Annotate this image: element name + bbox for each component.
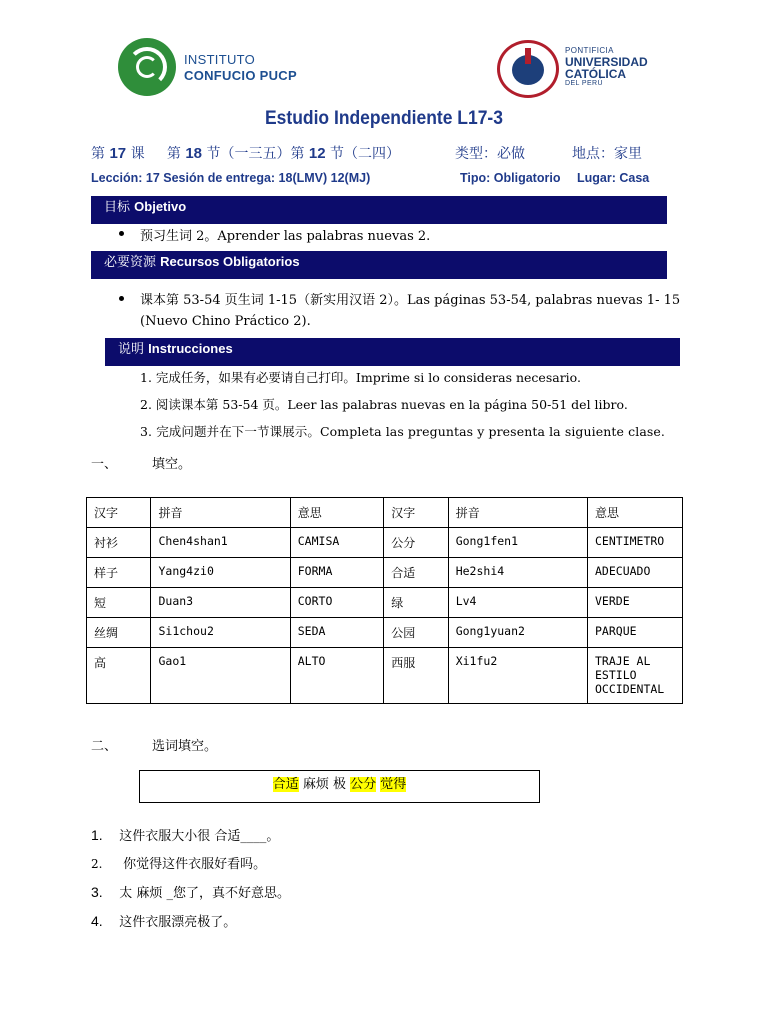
objective-item: 预习生词 2。Aprender las palabras nuevas 2. (140, 229, 431, 244)
lesson-info-cn: 第 17 课 第 18 节（一三五）第 12 节（二四） (91, 145, 401, 162)
table-header-cell: 拼音 (448, 498, 587, 528)
resources-header-cn: 必要资源 (104, 255, 157, 270)
lesson-type-cn: 类型：必做 (455, 146, 525, 162)
table-header-row (87, 498, 683, 528)
table-row (87, 588, 683, 618)
part2-label: 选词填空。 (152, 739, 218, 754)
question-4: 4. 这件衣服漂亮极了。 (91, 913, 237, 930)
instructions-header (105, 338, 680, 366)
confucius-emblem-icon (118, 38, 176, 96)
table-cell: 样子 (87, 558, 151, 588)
table-cell: 衬衫 (87, 528, 151, 558)
resources-header (91, 251, 667, 279)
word-bank-word: 公分 (350, 777, 377, 792)
confucius-institute-logo (118, 38, 388, 98)
instructions-header-es: Instrucciones (148, 341, 233, 356)
lesson-place-es: Lugar: Casa (577, 171, 650, 185)
table-cell: He2shi4 (448, 558, 587, 588)
instruction-item-2: 2. 阅读课本第 53-54 页。Leer las palabras nuevas en la página 50-51 del libro. (140, 397, 628, 412)
question-3: 3. 太 麻烦 _您了，真不好意思。 (91, 884, 290, 901)
bullet-icon (119, 296, 124, 301)
table-cell: ADECUADO (588, 558, 683, 588)
pucp-logo (497, 40, 657, 100)
table-cell: ALTO (290, 648, 383, 704)
objective-header-es: Objetivo (134, 199, 187, 214)
word-bank-word: 觉得 (380, 777, 407, 792)
table-cell: Chen4shan1 (151, 528, 290, 558)
table-cell: Gong1fen1 (448, 528, 587, 558)
table-cell: Gong1yuan2 (448, 618, 587, 648)
table-cell: CAMISA (290, 528, 383, 558)
objective-header-cn: 目标 (104, 200, 131, 215)
word-bank-word: 麻烦 (302, 777, 329, 792)
part1-number: 一、 (91, 457, 118, 472)
table-cell: 绿 (384, 588, 448, 618)
table-header-cell: 汉字 (87, 498, 151, 528)
part1-label: 填空。 (152, 457, 192, 472)
table-row (87, 558, 683, 588)
question-2: 2. 你觉得这件衣服好看吗。 (91, 857, 267, 872)
table-header-cell: 拼音 (151, 498, 290, 528)
pucp-seal-icon (497, 40, 559, 98)
objective-header (91, 196, 667, 224)
table-cell: 西服 (384, 648, 448, 704)
table-cell: Si1chou2 (151, 618, 290, 648)
table-cell: CENTIMETRO (588, 528, 683, 558)
instruction-item-3: 3. 完成问题并在下一节课展示。Completa las preguntas y presenta la siguiente clase. (140, 424, 665, 439)
table-cell: 短 (87, 588, 151, 618)
table-cell: 公园 (384, 618, 448, 648)
page-title: Estudio Independiente L17-3 (265, 108, 503, 129)
resources-header-es: Recursos Obligatorios (160, 254, 300, 269)
table-row (87, 528, 683, 558)
table-cell: Lv4 (448, 588, 587, 618)
table-cell: FORMA (290, 558, 383, 588)
part2-number: 二、 (91, 739, 118, 754)
lesson-place-cn: 地点：家里 (572, 146, 642, 162)
table-cell: CORTO (290, 588, 383, 618)
table-cell: 合适 (384, 558, 448, 588)
table-row (87, 618, 683, 648)
pucp-text-line4: DEL PERÚ (565, 80, 603, 87)
table-cell: Duan3 (151, 588, 290, 618)
table-cell: 公分 (384, 528, 448, 558)
table-cell: VERDE (588, 588, 683, 618)
bullet-icon (119, 231, 124, 236)
table-cell: 高 (87, 648, 151, 704)
table-cell: Gao1 (151, 648, 290, 704)
instruction-item-1: 1. 完成任务，如果有必要请自己打印。Imprime si lo consideras necesario. (140, 370, 581, 385)
logo-text-line1: INSTITUTO (184, 52, 256, 67)
vocab-table (86, 497, 683, 704)
table-cell: Xi1fu2 (448, 648, 587, 704)
pucp-text-line1: PONTIFICIA (565, 46, 614, 55)
table-cell: 丝绸 (87, 618, 151, 648)
pucp-text-line2: UNIVERSIDAD (565, 55, 648, 69)
logo-text-line2: CONFUCIO PUCP (184, 68, 297, 83)
resources-item-line1: 课本第 53-54 页生词 1-15（新实用汉语 2）。Las páginas 53-54, palabras nuevas 1- 15 (140, 293, 681, 308)
table-cell: TRAJE AL ESTILO OCCIDENTAL (588, 648, 683, 704)
table-row (87, 648, 683, 704)
table-header-cell: 意思 (290, 498, 383, 528)
instructions-header-cn: 说明 (118, 342, 145, 357)
table-header-cell: 汉字 (384, 498, 448, 528)
resources-item-line2: (Nuevo Chino Práctico 2). (140, 314, 311, 329)
question-1: 1. 这件衣服大小很 合适____。 (91, 827, 280, 844)
table-cell: PARQUE (588, 618, 683, 648)
word-bank (139, 770, 540, 803)
lesson-type-es: Tipo: Obligatorio (460, 171, 561, 185)
table-header-cell: 意思 (588, 498, 683, 528)
word-bank-word: 极 (332, 777, 346, 792)
table-cell: Yang4zi0 (151, 558, 290, 588)
lesson-info-es: Lección: 17 Sesión de entrega: 18(LMV) 12(MJ) (91, 171, 371, 185)
table-cell: SEDA (290, 618, 383, 648)
word-bank-word: 合适 (272, 777, 299, 792)
pucp-text-line3: CATÓLICA (565, 67, 627, 81)
